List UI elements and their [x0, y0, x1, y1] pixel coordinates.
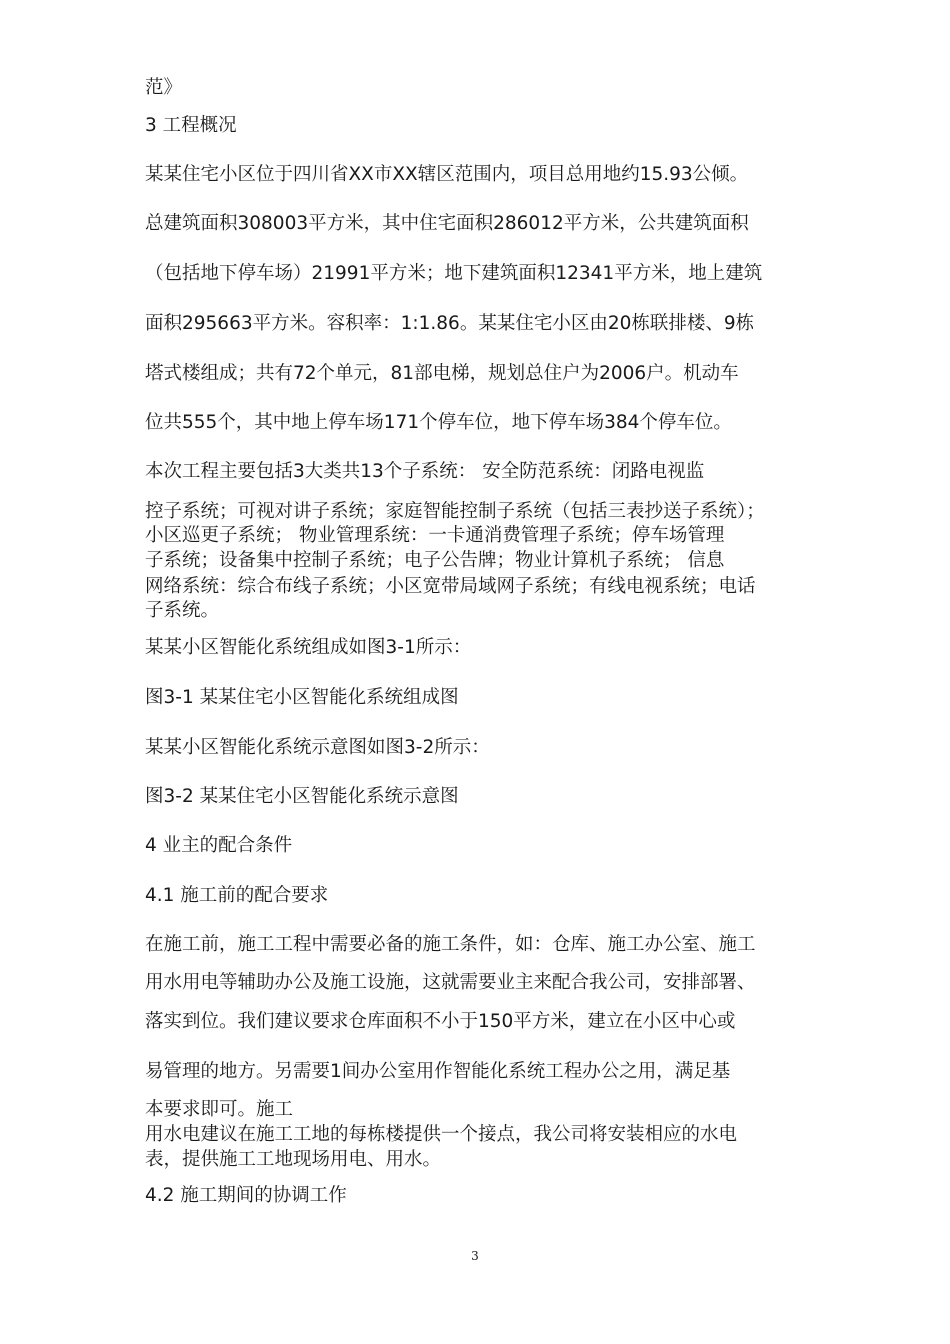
subsection-heading-4-1: 4.1 施工前的配合要求	[145, 885, 329, 906]
subsection-heading-4-2: 4.2 施工期间的协调工作	[145, 1185, 347, 1206]
text-line: 面积295663平方米。容积率：1:1.86。某某住宅小区由20栋联排楼、9栋	[145, 313, 755, 334]
figure-caption: 图3-1 某某住宅小区智能化系统组成图	[145, 687, 459, 708]
text-line: 位共555个，其中地上停车场171个停车位，地下停车场384个停车位。	[145, 412, 732, 433]
text-line: 落实到位。我们建议要求仓库面积不小于150平方米，建立在小区中心或	[145, 1011, 736, 1032]
text-line: 某某小区智能化系统示意图如图3-2所示：	[145, 737, 490, 758]
section-heading-3: 3 工程概况	[145, 115, 237, 136]
text-line: 用水电建议在施工工地的每栋楼提供一个接点，我公司将安装相应的水电	[145, 1124, 738, 1145]
page-number: 3	[471, 1249, 479, 1263]
text-line: 塔式楼组成；共有72个单元，81部电梯，规划总住户为2006户。机动车	[145, 363, 739, 384]
text-line: 控子系统；可视对讲子系统；家庭智能控制子系统（包括三表抄送子系统）；	[145, 501, 765, 522]
text-line: 小区巡更子系统； 物业管理系统：一卡通消费管理子系统；停车场管理	[145, 525, 725, 546]
text-line: 网络系统：综合布线子系统；小区宽带局域网子系统；有线电视系统；电话	[145, 576, 756, 597]
text-line: 在施工前，施工工程中需要必备的施工条件，如：仓库、施工办公室、施工	[145, 934, 756, 955]
text-line: 范》	[145, 77, 183, 98]
text-line: 用水用电等辅助办公及施工设施，这就需要业主来配合我公司，安排部署、	[145, 972, 756, 993]
text-line: 子系统。	[145, 600, 220, 621]
text-line: 子系统；设备集中控制子系统；电子公告牌；物业计算机子系统； 信息	[145, 550, 725, 571]
text-line: 某某住宅小区位于四川省XX市XX辖区范围内，项目总用地约15.93公倾。	[145, 164, 749, 185]
text-line: （包括地下停车场）21991平方米；地下建筑面积12341平方米，地上建筑	[145, 263, 763, 284]
text-line: 某某小区智能化系统组成如图3-1所示：	[145, 637, 472, 658]
section-heading-4: 4 业主的配合条件	[145, 835, 293, 856]
figure-caption: 图3-2 某某住宅小区智能化系统示意图	[145, 786, 459, 807]
text-line: 表，提供施工工地现场用电、用水。	[145, 1149, 442, 1170]
text-line: 本要求即可。施工	[145, 1099, 294, 1120]
text-line: 易管理的地方。另需要1间办公室用作智能化系统工程办公之用，满足基	[145, 1061, 731, 1082]
text-line: 本次工程主要包括3大类共13个子系统： 安全防范系统：闭路电视监	[145, 461, 705, 482]
text-line: 总建筑面积308003平方米，其中住宅面积286012平方米，公共建筑面积	[145, 213, 749, 234]
